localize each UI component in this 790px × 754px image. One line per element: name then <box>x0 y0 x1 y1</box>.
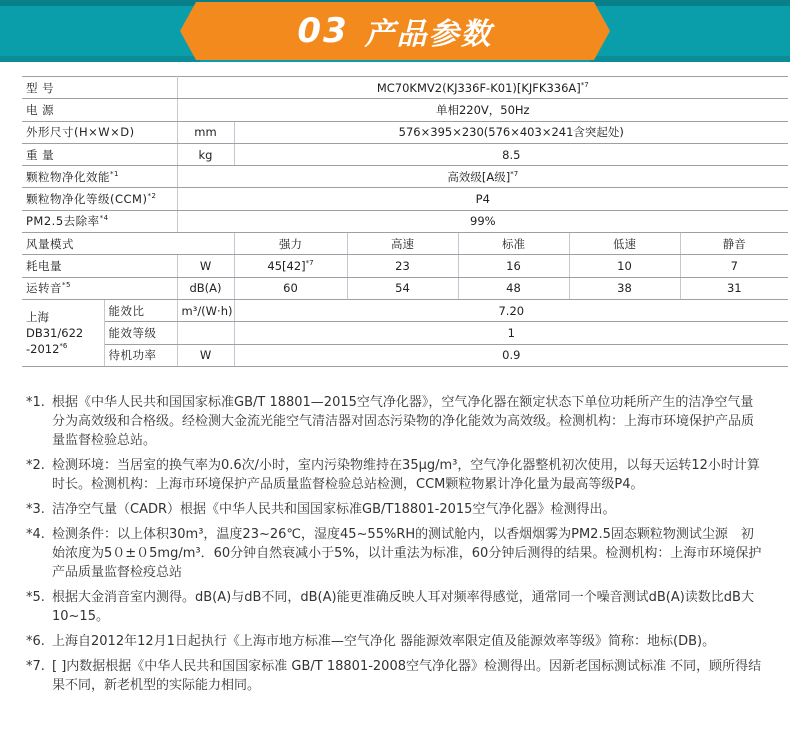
spec-row-noise <box>22 277 788 299</box>
spec-value: 高效级[A级]$^{*7}$ <box>177 166 788 188</box>
spec-label: 耗电量 <box>22 255 177 277</box>
footnote-text: [ ]内数据根据《中华人民共和国国家标准 GB/T 18801-2008空气净化器》检测得出。因新老国标测试标准 不同，顾所得结果不同，新老机型的实际能力相同。 <box>52 659 762 693</box>
mode-cell: 强力 <box>234 233 347 255</box>
spec-value: 8.5 <box>234 143 788 165</box>
footnote <box>26 393 766 450</box>
footnote-mark: *5. <box>26 590 45 605</box>
spec-row-model <box>22 77 788 99</box>
spec-label: 电 源 <box>22 99 177 121</box>
spec-row-pm25 <box>22 210 788 232</box>
noise-cell: 54 <box>347 277 458 299</box>
noise-cell: 60 <box>234 277 347 299</box>
footnote-mark: *2. <box>26 458 45 473</box>
section-title <box>196 2 594 60</box>
spec-unit: W <box>177 344 234 366</box>
power-cell: 16 <box>458 255 569 277</box>
footnote-text: 洁净空气量（CADR）根据《中华人民共和国国家标准GB/T18801-2015空气净化器》检测得出。 <box>52 502 616 517</box>
footnote <box>26 588 766 626</box>
spec-table <box>22 76 788 367</box>
spec-row-efficiency-ratio <box>22 299 788 321</box>
footnote-text: 根据《中华人民共和国国家标准GB/T 18801—2015空气净化器》，空气净化器在额定状态下单位功耗所产生的洁净空气量分为高效级和合格级。经检测大金流光能空气清洁器对固态污染物的净化能效为高效级。检测机构：上海市环境保护产品质量监督检验总站。 <box>52 395 755 448</box>
mode-cell: 标准 <box>458 233 569 255</box>
spec-unit: mm <box>177 121 234 143</box>
spec-row-standby-power <box>22 344 788 366</box>
spec-row-air-mode <box>22 233 788 255</box>
spec-unit: m³/(W·h) <box>177 299 234 321</box>
footnote-mark: *4. <box>26 527 45 542</box>
header-banner <box>0 0 790 62</box>
shanghai-standard-label: 上海 DB31/622 -2012$^{*6}$ <box>22 299 104 366</box>
spec-row-power-consumption <box>22 255 788 277</box>
footnote <box>26 456 766 494</box>
spec-row-dimensions <box>22 121 788 143</box>
mode-cell: 高速 <box>347 233 458 255</box>
spec-value: 单相220V，50Hz <box>177 99 788 121</box>
footnote <box>26 525 766 582</box>
power-cell: $45[42]^{*7}$ <box>234 255 347 277</box>
noise-cell: 48 <box>458 277 569 299</box>
banner-shade-left <box>0 56 200 62</box>
footnotes <box>26 393 766 701</box>
spec-value: MC70KMV2(KJ336F-K01)[KJFK336A]$^{*7}$ <box>177 77 788 99</box>
footnote <box>26 657 766 695</box>
spec-value: P4 <box>177 188 788 210</box>
spec-unit <box>177 322 234 344</box>
footnote <box>26 500 766 519</box>
spec-label: PM2.5去除率$^{*4}$ <box>22 210 177 232</box>
mode-cell: 低速 <box>569 233 680 255</box>
footnote-mark: *3. <box>26 502 45 517</box>
footnote-text: 根据大金消音室内测得。dB(A)与dB不同，dB(A)能更准确反映人耳对频率得感觉，通常同一个噪音测试dB(A)读数比dB大10~15。 <box>52 590 754 624</box>
section-number: 03 <box>297 11 349 51</box>
spec-unit: dB(A) <box>177 277 234 299</box>
title-ribbon <box>196 2 594 60</box>
spec-value: 576×395×230(576×403×241含突起处) <box>234 121 788 143</box>
banner-shade-right <box>590 56 790 62</box>
spec-label: 颗粒物净化效能$^{*1}$ <box>22 166 177 188</box>
power-cell: 23 <box>347 255 458 277</box>
spec-unit: kg <box>177 143 234 165</box>
footnote <box>26 632 766 651</box>
mode-cell: 静音 <box>680 233 788 255</box>
spec-value: 99% <box>177 210 788 232</box>
footnote-text: 上海自2012年12月1日起执行《上海市地方标准—空气净化 器能源效率限定值及能源效率等级》简称：地标(DB)。 <box>52 634 716 649</box>
spec-row-efficiency-grade <box>22 322 788 344</box>
spec-label: 待机功率 <box>104 344 177 366</box>
footnote-text: 检测环境：当居室的换气率为0.6次/小时，室内污染物维持在35μg/m³，空气净化器整机初次使用，以每天运转12小时计算时长。检测机构：上海市环境保护产品质量监督检验总站检测，CCM颗粒物累计净化量为最高等级P4。 <box>52 458 760 492</box>
spec-label: 能效比 <box>104 299 177 321</box>
spec-value: 0.9 <box>234 344 788 366</box>
footnote-text: 检测条件：以上体积30m³，温度23~26℃，湿度45~55%RH的测试舱内，以香烟烟雾为PM2.5固态颗粒物测试尘源 初始浓度为5０±０5mg/m³．60分钟自然衰减小于5%，以计重法为标准，60分钟后测得的结果。检测机构：上海市环境保护产品质量监督检疫总站 <box>52 527 762 580</box>
spec-value: 7.20 <box>234 299 788 321</box>
spec-unit: W <box>177 255 234 277</box>
footnote-mark: *7. <box>26 659 45 674</box>
footnote-mark: *6. <box>26 634 45 649</box>
spec-label: 型 号 <box>22 77 177 99</box>
spec-label: 能效等级 <box>104 322 177 344</box>
footnote-mark: *1. <box>26 395 45 410</box>
spec-row-particle-efficiency <box>22 166 788 188</box>
power-cell: 10 <box>569 255 680 277</box>
spec-value: 1 <box>234 322 788 344</box>
spec-label: 风量模式 <box>22 233 234 255</box>
spec-row-power-supply <box>22 99 788 121</box>
power-cell: 7 <box>680 255 788 277</box>
noise-cell: 38 <box>569 277 680 299</box>
section-title-text: 产品参数 <box>364 17 493 52</box>
spec-row-weight <box>22 143 788 165</box>
spec-label: 外形尺寸(H×W×D) <box>22 121 177 143</box>
spec-label: 颗粒物净化等级(CCM)$^{*2}$ <box>22 188 177 210</box>
spec-label: 重 量 <box>22 143 177 165</box>
spec-row-ccm <box>22 188 788 210</box>
noise-cell: 31 <box>680 277 788 299</box>
spec-label: 运转音$^{*5}$ <box>22 277 177 299</box>
